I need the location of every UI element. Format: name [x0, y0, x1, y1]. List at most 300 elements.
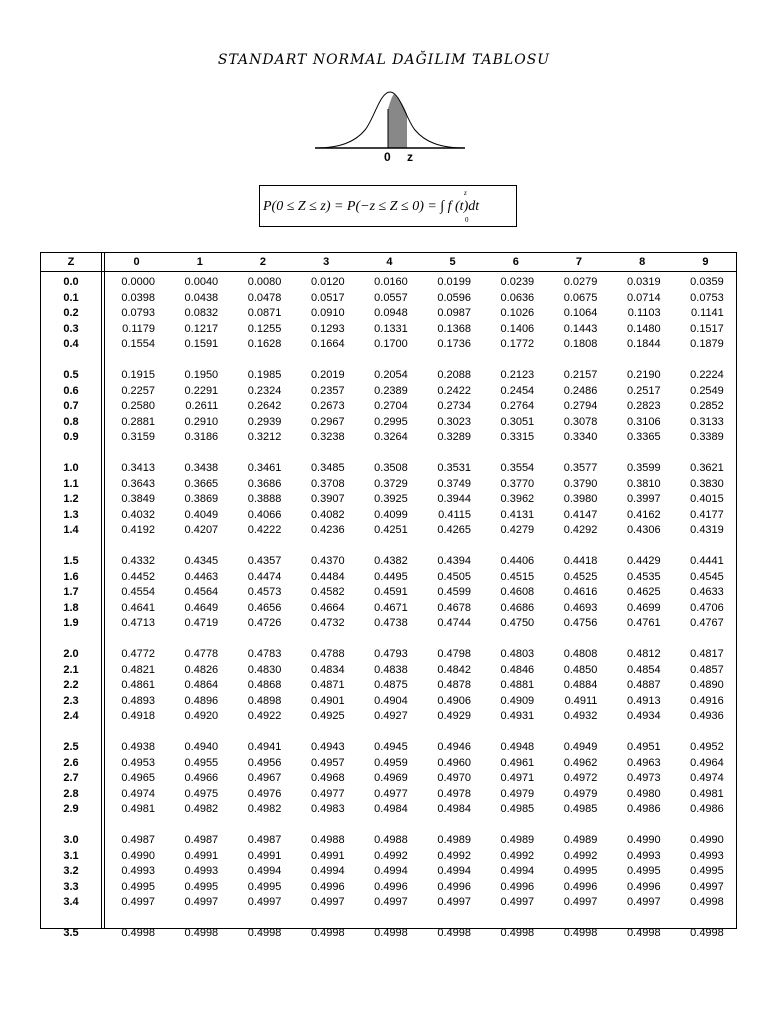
probability-cell: 0.4864 — [184, 679, 219, 691]
probability-cell: 0.1950 — [184, 369, 219, 381]
probability-cell: 0.2852 — [690, 400, 724, 412]
z-value-cell: 3.4 — [63, 896, 79, 908]
column-header: 1 — [196, 256, 203, 268]
probability-cell: 0.4345 — [184, 555, 219, 567]
probability-cell: 0.4887 — [626, 679, 661, 691]
probability-cell: 0.4997 — [626, 896, 661, 908]
probability-cell: 0.4989 — [563, 834, 598, 846]
probability-cell: 0.4929 — [437, 710, 471, 722]
z-value-cell: 0.3 — [63, 322, 79, 335]
probability-cell: 0.4982 — [247, 803, 282, 815]
z-value-cell: 0.4 — [63, 338, 79, 350]
probability-cell: 0.4608 — [500, 586, 535, 598]
probability-cell: 0.1591 — [184, 338, 219, 350]
probability-cell: 0.0160 — [374, 276, 408, 288]
probability-cell: 0.4699 — [626, 601, 661, 614]
probability-cell: 0.4940 — [184, 741, 219, 753]
probability-cell: 0.4726 — [247, 617, 282, 629]
probability-cell: 0.0080 — [247, 276, 282, 288]
probability-cell: 0.4987 — [247, 834, 282, 846]
probability-cell: 0.4971 — [500, 772, 535, 784]
probability-cell: 0.4997 — [374, 896, 408, 908]
probability-cell: 0.4997 — [563, 896, 598, 908]
table-row — [41, 384, 736, 400]
probability-cell: 0.3264 — [374, 431, 408, 443]
probability-cell: 0.4970 — [437, 772, 471, 784]
probability-cell: 0.4974 — [121, 787, 155, 800]
probability-cell: 0.4656 — [247, 601, 282, 614]
probability-cell: 0.4998 — [437, 927, 471, 939]
probability-cell: 0.1915 — [121, 369, 155, 381]
probability-cell: 0.4878 — [437, 679, 471, 691]
probability-cell: 0.4977 — [310, 787, 345, 800]
probability-cell: 0.0438 — [184, 291, 219, 304]
probability-cell: 0.4997 — [690, 880, 724, 893]
table-row — [41, 523, 736, 539]
probability-cell: 0.1700 — [374, 338, 408, 350]
probability-cell: 0.2454 — [500, 384, 535, 397]
probability-cell: 0.4495 — [374, 570, 408, 583]
probability-cell: 0.0517 — [310, 291, 345, 304]
probability-cell: 0.4964 — [690, 756, 724, 769]
probability-cell: 0.4979 — [500, 787, 535, 800]
probability-cell: 0.4554 — [121, 586, 155, 598]
probability-cell: 0.0675 — [563, 291, 598, 304]
probability-cell: 0.4641 — [121, 601, 155, 614]
probability-cell: 0.4767 — [690, 617, 724, 629]
probability-cell: 0.4664 — [310, 601, 345, 614]
probability-cell: 0.1406 — [500, 322, 535, 335]
table-row — [41, 322, 736, 338]
probability-cell: 0.4997 — [121, 896, 155, 908]
probability-cell: 0.4222 — [247, 524, 282, 536]
probability-cell: 0.3461 — [247, 462, 282, 474]
probability-cell: 0.4989 — [437, 834, 471, 846]
probability-cell: 0.0753 — [690, 291, 724, 304]
table-row — [41, 477, 736, 493]
probability-cell: 0.2794 — [563, 400, 598, 412]
probability-cell: 0.4783 — [247, 648, 282, 660]
probability-cell: 0.4948 — [500, 741, 535, 753]
probability-cell: 0.4959 — [374, 756, 408, 769]
probability-cell: 0.3708 — [310, 477, 345, 490]
probability-cell: 0.4997 — [310, 896, 345, 908]
z-value-cell: 1.7 — [63, 586, 79, 598]
probability-cell: 0.4082 — [310, 508, 345, 521]
probability-cell: 0.2517 — [626, 384, 661, 397]
probability-cell: 0.1179 — [122, 322, 155, 335]
probability-cell: 0.3133 — [690, 415, 724, 428]
formula-text: P(0 ≤ Z ≤ z) = P(−z ≤ Z ≤ 0) = ∫ f (t)dt — [263, 199, 480, 214]
z-value-cell: 1.8 — [63, 601, 79, 614]
probability-cell: 0.0120 — [310, 276, 345, 288]
probability-cell: 0.2939 — [247, 415, 282, 428]
probability-cell: 0.2257 — [121, 384, 155, 397]
probability-cell: 0.0832 — [184, 307, 219, 319]
probability-cell: 0.1026 — [500, 307, 535, 319]
probability-cell: 0.3869 — [184, 493, 219, 505]
probability-cell: 0.4995 — [626, 865, 661, 877]
table-row — [41, 756, 736, 772]
probability-cell: 0.4986 — [626, 803, 661, 815]
probability-cell: 0.4993 — [690, 849, 724, 862]
normal-distribution-table — [40, 252, 737, 939]
probability-cell: 0.4998 — [500, 927, 535, 939]
probability-cell: 0.4993 — [626, 849, 661, 862]
probability-cell: 0.4394 — [437, 555, 471, 567]
table-row — [41, 306, 736, 322]
probability-cell: 0.4963 — [626, 756, 661, 769]
probability-cell: 0.4265 — [437, 524, 471, 536]
probability-cell: 0.3238 — [310, 431, 345, 443]
probability-cell: 0.4953 — [121, 756, 155, 769]
probability-cell: 0.4162 — [626, 508, 661, 521]
probability-cell: 0.4988 — [310, 834, 345, 846]
probability-cell: 0.0478 — [247, 291, 282, 304]
probability-cell: 0.4826 — [184, 663, 219, 676]
probability-cell: 0.2486 — [563, 384, 598, 397]
z-value-cell: 2.6 — [63, 756, 79, 769]
probability-cell: 0.4998 — [121, 927, 155, 939]
probability-cell: 0.4871 — [310, 679, 345, 691]
probability-cell: 0.4994 — [500, 865, 535, 877]
probability-cell: 0.4945 — [374, 741, 408, 753]
probability-cell: 0.4955 — [184, 756, 219, 769]
probability-cell: 0.4980 — [626, 787, 661, 800]
probability-cell: 0.4838 — [374, 663, 408, 676]
probability-cell: 0.4772 — [121, 648, 155, 660]
probability-cell: 0.4998 — [690, 927, 724, 939]
probability-cell: 0.4678 — [437, 601, 471, 614]
probability-cell: 0.4382 — [374, 555, 408, 567]
probability-cell: 0.3925 — [374, 493, 408, 505]
probability-cell: 0.3944 — [437, 493, 471, 505]
probability-cell: 0.1772 — [500, 338, 535, 350]
probability-cell: 0.4573 — [247, 586, 282, 598]
z-value-cell: 3.5 — [63, 927, 79, 939]
table-row — [41, 678, 736, 694]
probability-cell: 0.2422 — [437, 384, 471, 397]
table-row — [41, 880, 736, 896]
probability-cell: 0.4778 — [184, 648, 219, 660]
probability-cell: 0.4898 — [247, 694, 282, 707]
probability-cell: 0.4505 — [437, 570, 471, 583]
probability-cell: 0.4985 — [563, 803, 598, 815]
probability-cell: 0.4582 — [310, 586, 345, 598]
probability-cell: 0.0636 — [500, 291, 535, 304]
probability-cell: 0.4738 — [374, 617, 408, 629]
table-row — [41, 399, 736, 415]
column-header: 0 — [133, 256, 140, 268]
probability-cell: 0.4868 — [247, 679, 282, 691]
probability-cell: 0.4936 — [690, 710, 724, 722]
probability-cell: 0.4949 — [563, 741, 598, 753]
probability-cell: 0.4941 — [247, 741, 282, 753]
probability-cell: 0.2088 — [437, 369, 471, 381]
probability-cell: 0.4319 — [690, 524, 724, 536]
shaded-area — [388, 94, 407, 148]
probability-cell: 0.4992 — [563, 849, 598, 862]
table-row — [41, 787, 736, 803]
probability-cell: 0.4972 — [563, 772, 598, 784]
probability-cell: 0.4842 — [437, 663, 471, 676]
table-row — [41, 709, 736, 725]
probability-cell: 0.4968 — [310, 772, 345, 784]
normal-curve-figure — [310, 82, 470, 164]
probability-cell: 0.4920 — [184, 710, 219, 722]
z-value-cell: 0.7 — [63, 400, 79, 412]
probability-cell: 0.3749 — [437, 477, 471, 490]
integral-lower-limit: 0 — [465, 216, 469, 224]
probability-cell: 0.1554 — [121, 338, 155, 350]
probability-cell: 0.2291 — [184, 384, 219, 397]
probability-cell: 0.3997 — [626, 493, 661, 505]
probability-cell: 0.4066 — [247, 508, 282, 521]
column-header: 7 — [575, 256, 583, 268]
probability-cell: 0.1255 — [247, 322, 282, 335]
probability-cell: 0.4927 — [374, 710, 408, 722]
probability-cell: 0.4545 — [690, 570, 724, 583]
probability-cell: 0.4946 — [437, 741, 471, 753]
probability-cell: 0.4997 — [247, 896, 282, 908]
probability-cell: 0.4993 — [121, 865, 155, 877]
probability-cell: 0.0359 — [690, 276, 724, 288]
z-value-cell: 0.6 — [63, 384, 79, 397]
probability-cell: 0.3577 — [563, 462, 598, 474]
probability-cell: 0.4981 — [121, 803, 155, 815]
probability-cell: 0.0557 — [374, 291, 408, 304]
probability-cell: 0.1331 — [374, 322, 408, 335]
z-value-cell: 3.0 — [63, 834, 79, 846]
table-row — [41, 461, 736, 477]
probability-cell: 0.1064 — [563, 307, 598, 319]
probability-cell: 0.3508 — [374, 462, 408, 474]
probability-cell: 0.4875 — [374, 679, 408, 691]
probability-cell: 0.2881 — [121, 415, 155, 428]
probability-cell: 0.4452 — [121, 570, 155, 583]
probability-cell: 0.4986 — [690, 803, 724, 815]
probability-cell: 0.3810 — [626, 477, 661, 490]
probability-cell: 0.1664 — [310, 338, 345, 350]
probability-cell: 0.1808 — [563, 338, 598, 350]
probability-cell: 0.4973 — [626, 772, 661, 784]
probability-cell: 0.3907 — [310, 493, 345, 505]
probability-cell: 0.3106 — [626, 415, 661, 428]
probability-cell: 0.4978 — [437, 787, 471, 800]
probability-cell: 0.4979 — [563, 787, 598, 800]
probability-cell: 0.2995 — [374, 415, 408, 428]
column-header: 9 — [702, 256, 709, 268]
probability-cell: 0.3365 — [626, 431, 661, 443]
probability-cell: 0.3078 — [563, 415, 598, 428]
z-value-cell: 3.1 — [63, 849, 79, 862]
probability-cell: 0.4370 — [310, 555, 345, 567]
probability-cell: 0.4994 — [310, 865, 345, 877]
probability-cell: 0.1443 — [563, 322, 598, 335]
probability-cell: 0.3485 — [310, 462, 345, 474]
probability-cell: 0.4938 — [121, 741, 155, 753]
probability-cell: 0.4798 — [437, 648, 471, 660]
table-row — [41, 864, 736, 880]
probability-cell: 0.4996 — [374, 880, 408, 893]
column-header: 3 — [323, 256, 330, 268]
z-value-cell: 2.5 — [63, 741, 79, 753]
probability-cell: 0.4956 — [247, 756, 282, 769]
page-title: STANDART NORMAL DAĞILIM TABLOSU — [217, 52, 551, 68]
table-row — [41, 492, 736, 508]
probability-cell: 0.3023 — [437, 415, 471, 428]
probability-cell: 0.4788 — [310, 648, 345, 660]
probability-cell: 0.2580 — [121, 400, 155, 412]
probability-cell: 0.4830 — [247, 663, 282, 676]
probability-cell: 0.4861 — [121, 679, 155, 691]
probability-cell: 0.4525 — [563, 570, 598, 583]
probability-cell: 0.4693 — [563, 601, 598, 614]
probability-cell: 0.3888 — [247, 493, 282, 505]
probability-cell: 0.3212 — [247, 431, 282, 443]
table-row — [41, 895, 736, 911]
probability-cell: 0.4911 — [564, 694, 598, 707]
column-header: 6 — [512, 256, 519, 268]
probability-cell: 0.4998 — [563, 927, 598, 939]
table-row — [41, 926, 736, 942]
probability-cell: 0.4998 — [374, 927, 408, 939]
probability-cell: 0.4808 — [563, 648, 598, 660]
probability-cell: 0.4962 — [563, 756, 598, 769]
probability-cell: 0.4649 — [184, 601, 219, 614]
table-row — [41, 740, 736, 756]
probability-cell: 0.2734 — [437, 400, 471, 412]
probability-cell: 0.2764 — [500, 400, 535, 412]
probability-cell: 0.4951 — [626, 741, 661, 753]
table-row — [41, 337, 736, 353]
probability-cell: 0.4992 — [437, 849, 471, 862]
z-value-cell: 3.3 — [63, 880, 79, 893]
probability-cell: 0.4633 — [690, 586, 724, 598]
probability-cell: 0.3643 — [121, 477, 155, 490]
probability-cell: 0.4616 — [563, 586, 598, 598]
table-row — [41, 430, 736, 446]
table-row — [41, 570, 736, 586]
probability-cell: 0.4812 — [626, 648, 661, 660]
probability-cell: 0.3554 — [500, 462, 535, 474]
probability-cell: 0.1217 — [184, 322, 219, 335]
probability-cell: 0.4918 — [121, 710, 155, 722]
probability-cell: 0.4985 — [500, 803, 535, 815]
probability-cell: 0.4850 — [563, 663, 598, 676]
probability-cell: 0.3665 — [184, 477, 219, 490]
probability-cell: 0.4719 — [184, 617, 219, 629]
z-value-cell: 2.7 — [63, 772, 79, 784]
probability-cell: 0.0714 — [626, 291, 661, 304]
probability-cell: 0.4981 — [690, 787, 724, 800]
table-row — [41, 833, 736, 849]
probability-cell: 0.4922 — [247, 710, 282, 722]
probability-cell: 0.1517 — [690, 322, 724, 335]
probability-cell: 0.0239 — [500, 276, 535, 288]
z-value-cell: 1.0 — [63, 462, 79, 474]
probability-cell: 0.4913 — [626, 694, 661, 707]
probability-cell: 0.4952 — [690, 741, 724, 753]
probability-cell: 0.3962 — [500, 493, 535, 505]
probability-cell: 0.4732 — [310, 617, 345, 629]
probability-cell: 0.4967 — [247, 772, 282, 784]
probability-cell: 0.3159 — [121, 431, 155, 443]
probability-cell: 0.1628 — [247, 338, 282, 350]
probability-cell: 0.3790 — [563, 477, 598, 490]
probability-cell: 0.3729 — [374, 477, 408, 490]
z-value-cell: 1.1 — [63, 477, 79, 490]
probability-cell: 0.3621 — [690, 462, 724, 474]
probability-cell: 0.2357 — [310, 384, 345, 397]
probability-cell: 0.4292 — [563, 524, 598, 536]
probability-cell: 0.4998 — [626, 927, 661, 939]
probability-cell: 0.4846 — [500, 663, 535, 676]
probability-cell: 0.1480 — [626, 322, 661, 335]
z-label: z — [407, 150, 413, 164]
probability-cell: 0.1368 — [437, 322, 471, 335]
probability-cell: 0.0398 — [121, 291, 155, 304]
probability-cell: 0.4474 — [247, 570, 282, 583]
table-row — [41, 601, 736, 617]
probability-cell: 0.4793 — [374, 648, 408, 660]
probability-cell: 0.4975 — [184, 787, 219, 800]
probability-cell: 0.3413 — [121, 462, 155, 474]
column-header: 2 — [259, 256, 267, 268]
table-row — [41, 291, 736, 307]
probability-cell: 0.4996 — [626, 880, 661, 893]
probability-cell: 0.4192 — [121, 524, 155, 536]
probability-cell: 0.4279 — [500, 524, 535, 536]
probability-cell: 0.0596 — [437, 291, 471, 304]
probability-cell: 0.4995 — [121, 880, 155, 893]
probability-cell: 0.4991 — [247, 849, 282, 862]
probability-cell: 0.2967 — [310, 415, 345, 428]
z-value-cell: 2.4 — [63, 710, 79, 722]
probability-cell: 0.3389 — [690, 431, 724, 443]
probability-cell: 0.4251 — [374, 524, 408, 536]
probability-cell: 0.4984 — [437, 803, 471, 815]
probability-cell: 0.2823 — [626, 400, 661, 412]
z-value-cell: 0.8 — [63, 415, 79, 428]
probability-cell: 0.2910 — [184, 415, 219, 428]
probability-cell: 0.4909 — [500, 694, 535, 707]
probability-cell: 0.1293 — [310, 322, 345, 335]
probability-cell: 0.2224 — [690, 369, 724, 381]
z-value-cell: 2.3 — [63, 694, 79, 707]
probability-cell: 0.3770 — [500, 477, 535, 490]
probability-cell: 0.3315 — [500, 431, 535, 443]
probability-cell: 0.4515 — [500, 570, 535, 583]
probability-cell: 0.4997 — [437, 896, 471, 908]
table-row — [41, 508, 736, 524]
z-value-cell: 0.1 — [63, 291, 79, 304]
probability-cell: 0.2673 — [310, 400, 345, 412]
probability-cell: 0.2704 — [374, 400, 408, 412]
probability-cell: 0.4406 — [500, 555, 535, 567]
probability-cell: 0.4756 — [563, 617, 598, 629]
probability-cell: 0.4803 — [500, 648, 535, 660]
probability-cell: 0.4901 — [310, 694, 345, 707]
probability-cell: 0.0000 — [121, 276, 155, 288]
z-value-cell: 3.2 — [63, 865, 79, 877]
probability-cell: 0.4881 — [500, 679, 535, 691]
probability-cell: 0.4966 — [184, 772, 219, 784]
table-row — [41, 849, 736, 865]
z-value-cell: 2.1 — [63, 663, 79, 676]
probability-cell: 0.4991 — [310, 849, 345, 862]
probability-cell: 0.0279 — [563, 276, 598, 288]
